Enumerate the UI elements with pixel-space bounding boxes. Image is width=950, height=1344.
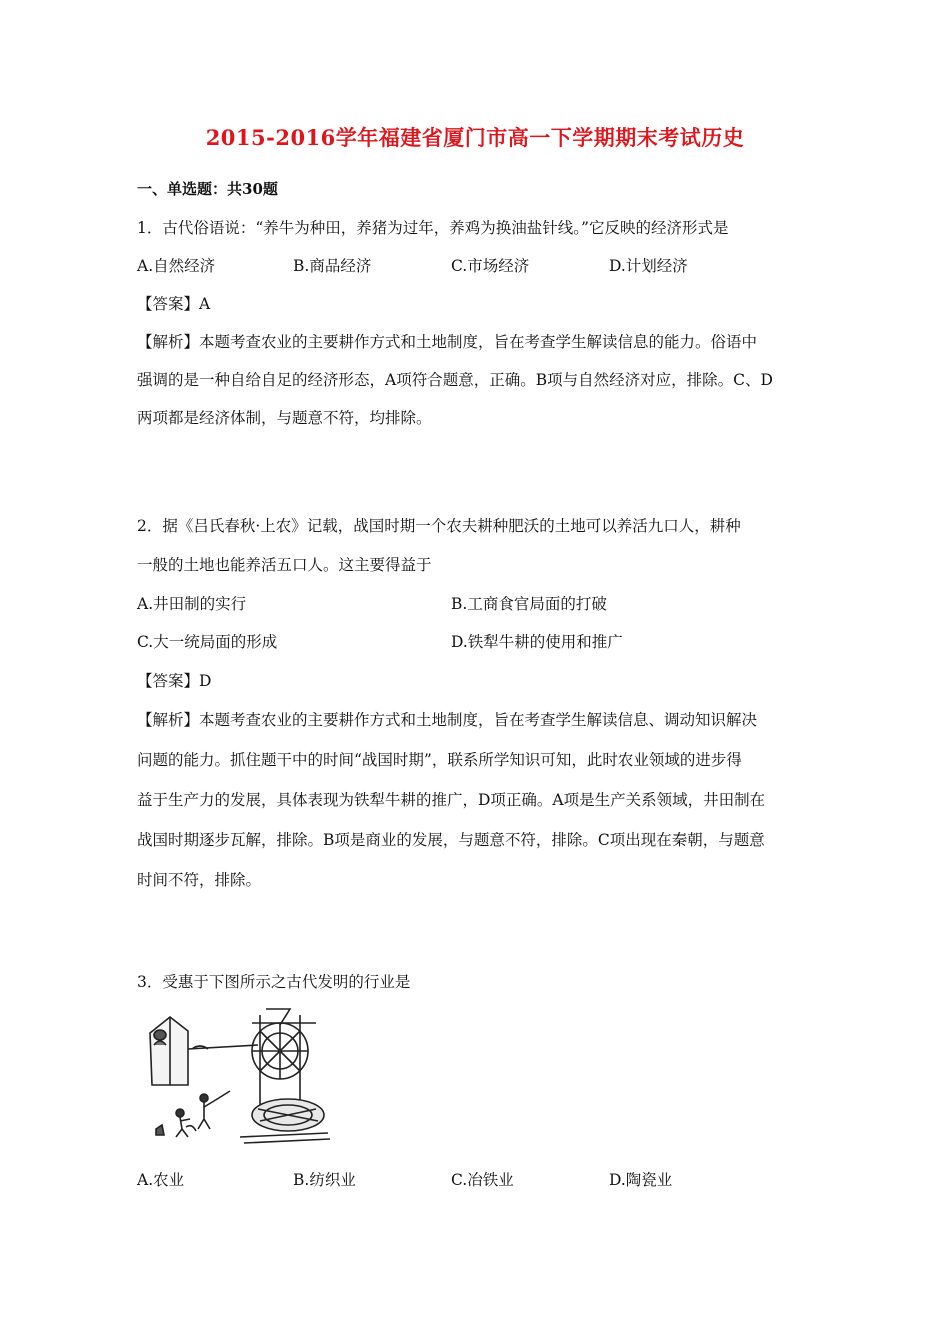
question-1-option-b: B.商品经济	[293, 257, 372, 275]
question-3-stem: 3．受惠于下图所示之古代发明的行业是	[137, 973, 411, 991]
ancient-bellows-illustration	[140, 1005, 335, 1150]
question-1-option-d: D.计划经济	[609, 257, 688, 275]
document-title: 2015-2016学年福建省厦门市高一下学期期末考试历史	[205, 125, 745, 150]
question-1-option-a: A.自然经济	[137, 257, 216, 275]
question-1-analysis-line: 两项都是经济体制，与题意不符，均排除。	[137, 409, 432, 427]
question-2-analysis-line: 时间不符，排除。	[137, 871, 262, 889]
question-2-option-a: A.井田制的实行	[137, 595, 247, 613]
question-2-option-c: C.大一统局面的形成	[137, 633, 278, 651]
question-3-option-b: B.纺织业	[293, 1171, 356, 1189]
question-2-stem-line: 一般的土地也能养活五口人。这主要得益于	[137, 556, 432, 574]
question-1-analysis-line: 强调的是一种自给自足的经济形态，A项符合题意，正确。B项与自然经济对应，排除。C、D	[137, 371, 773, 389]
question-2-answer: 【答案】D	[137, 672, 212, 690]
question-2-analysis-line: 战国时期逐步瓦解，排除。B项是商业的发展，与题意不符，排除。C项出现在秦朝，与题意	[137, 831, 765, 849]
question-1-analysis-line: 【解析】本题考查农业的主要耕作方式和土地制度，旨在考查学生解读信息的能力。俗语中	[137, 333, 758, 351]
question-3-option-c: C.冶铁业	[451, 1171, 514, 1189]
question-2-analysis-line: 益于生产力的发展，具体表现为铁犁牛耕的推广，D项正确。A项是生产关系领域，井田制在	[137, 791, 766, 809]
question-2-option-b: B.工商食官局面的打破	[451, 595, 607, 613]
question-2-analysis-line: 问题的能力。抓住题干中的时间“战国时期”，联系所学知识可知，此时农业领域的进步得	[137, 751, 742, 769]
question-1-answer: 【答案】A	[137, 295, 211, 313]
question-2-option-d: D.铁犁牛耕的使用和推广	[451, 633, 623, 651]
question-2-analysis-line: 【解析】本题考查农业的主要耕作方式和土地制度，旨在考查学生解读信息、调动知识解决	[137, 711, 758, 729]
section-heading: 一、单选题：共30题	[137, 180, 278, 198]
question-1-option-c: C.市场经济	[451, 257, 530, 275]
question-1-stem: 1．古代俗语说：“养牛为种田，养猪为过年，养鸡为换油盐针线。”它反映的经济形式是	[137, 219, 729, 237]
question-3-option-d: D.陶瓷业	[609, 1171, 673, 1189]
question-2-stem-line: 2．据《吕氏春秋·上农》记载，战国时期一个农夫耕种肥沃的土地可以养活九口人，耕种	[137, 517, 741, 535]
question-3-option-a: A.农业	[137, 1171, 185, 1189]
